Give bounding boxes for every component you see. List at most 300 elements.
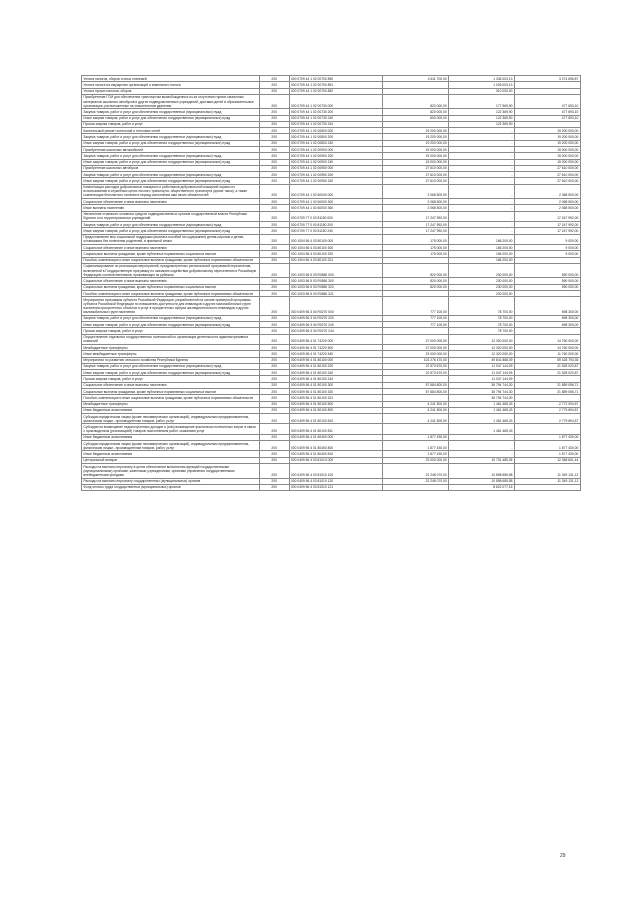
row-unexecuted-cell: 590 000,00 <box>514 278 580 284</box>
table-row <box>82 441 581 451</box>
row-name-cell: Предоставление мер социальной поддержки (выплата пособий на содержание) детям-сиротам и детям, оставшимся без попечения родителей, в приемной семье <box>82 234 260 244</box>
row-kbk-cell: 000 0709 44 1 02 00950 240 <box>289 178 383 184</box>
row-code-cell: 200 <box>259 334 289 344</box>
row-executed-cell: 12 320 000,00 <box>449 334 515 344</box>
row-code-cell: 200 <box>259 115 289 121</box>
row-approved-cell: 777 100,00 <box>383 297 449 316</box>
row-kbk-cell: 000 0709 44 1 02 60000 360 <box>289 205 383 211</box>
table-row <box>82 334 581 344</box>
row-executed-cell: - <box>449 140 515 146</box>
row-code-cell: 200 <box>259 290 289 296</box>
row-approved-cell: 22 573 670,00 <box>383 363 449 369</box>
row-kbk-cell: 000 1003 56 5 03 R0860 320 <box>289 284 383 290</box>
row-kbk-cell: 000 0409 56 3 04 R0270 200 <box>289 315 383 321</box>
row-approved-cell <box>383 424 449 434</box>
table-row <box>82 234 581 244</box>
row-executed-cell: 10 898 685,58 <box>449 478 515 484</box>
row-code-cell: 200 <box>259 464 289 478</box>
row-unexecuted-cell: 15 000 000,00 <box>514 159 580 165</box>
row-unexecuted-cell: 21 889 056,71 <box>514 388 580 394</box>
row-kbk-cell: 000 1004 56 4 03 80100 300 <box>289 245 383 251</box>
row-executed-cell: - <box>449 153 515 159</box>
row-approved-cell: 1 877 430,00 <box>383 441 449 451</box>
row-unexecuted-cell: 2 068 500,00 <box>514 199 580 205</box>
row-code-cell: 200 <box>259 134 289 140</box>
row-code-cell: 200 <box>259 257 289 263</box>
row-unexecuted-cell: 11 349 131,12 <box>514 464 580 478</box>
row-executed-cell: 230 000,00 <box>449 263 515 277</box>
row-name-cell: Иные закупки товаров, работ и услуг для обеспечения государственных (муниципальных) нужд <box>82 159 260 165</box>
row-kbk-cell: 000 0409 56 4 01 80400 800 <box>289 441 383 451</box>
row-code-cell: 200 <box>259 222 289 228</box>
row-approved-cell: 22 248 070,00 <box>383 464 449 478</box>
row-executed-cell: 36 794 744,30 <box>449 388 515 394</box>
row-kbk-cell: 000 0409 56 4 01 80400 000 <box>289 434 383 440</box>
row-executed-cell: 1 336 003,13 <box>449 76 515 82</box>
row-name-cell: Уплата прочих налогов, сборов <box>82 88 260 94</box>
row-code-cell: 200 <box>259 234 289 244</box>
row-unexecuted-cell: 9 000,00 <box>514 245 580 251</box>
row-unexecuted-cell: 21 528 020,87 <box>514 363 580 369</box>
row-name-cell: Социальные выплаты гражданам, кроме публичных нормативных социальных выплат <box>82 388 260 394</box>
row-name-cell: Пособия, компенсации и иные социальные выплаты гражданам, кроме публичных нормативных обязательств <box>82 257 260 263</box>
table-body <box>82 76 581 491</box>
row-executed-cell: 10 701 485,06 <box>449 457 515 463</box>
row-approved-cell: 22 248 070,00 <box>383 478 449 484</box>
row-code-cell: 200 <box>259 457 289 463</box>
row-unexecuted-cell: 17 247 992,00 <box>514 211 580 221</box>
row-executed-cell: - <box>449 222 515 228</box>
row-approved-cell: 17 247 992,00 <box>383 228 449 234</box>
table-row <box>82 464 581 478</box>
row-unexecuted-cell: 2 779 694,57 <box>514 414 580 424</box>
row-unexecuted-cell: 698 300,00 <box>514 322 580 328</box>
row-approved-cell: 777 100,00 <box>383 322 449 328</box>
row-code-cell: 200 <box>259 344 289 350</box>
row-executed-cell: - <box>449 128 515 134</box>
row-name-cell: Иные закупки товаров, работ и услуг для обеспечения государственных (муниципальных) нужд <box>82 178 260 184</box>
row-approved-cell: 820 000,00 <box>383 94 449 108</box>
row-kbk-cell: 000 0709 44 1 02 00730 244 <box>289 121 383 127</box>
row-executed-cell: - <box>449 228 515 234</box>
row-unexecuted-cell: 2 068 500,00 <box>514 205 580 211</box>
row-approved-cell: 19 200 000,00 <box>383 140 449 146</box>
row-code-cell: 200 <box>259 121 289 127</box>
row-kbk-cell: 000 0409 56 4 01 80100 240 <box>289 370 383 376</box>
row-name-cell: Приобретение ГСМ для обеспечения транспортом высвобожденных из-за отсутствия горюче-смазочных материалов школьных автобусов и других подведомственных учреждений; доставки детей в образовательные организации, расположенные на значительном удалении <box>82 94 260 108</box>
row-kbk-cell: 000 0409 56 4 01 80100 800 <box>289 407 383 413</box>
row-name-cell: Приобретение школьных автомобилей <box>82 147 260 153</box>
row-code-cell: 200 <box>259 228 289 234</box>
row-code-cell: 200 <box>259 109 289 115</box>
row-kbk-cell: 000 1004 56 4 03 80100 321 <box>289 257 383 263</box>
row-approved-cell: 17 247 992,00 <box>383 222 449 228</box>
row-kbk-cell: 000 0709 44 1 02 00730 240 <box>289 115 383 121</box>
row-code-cell: 200 <box>259 205 289 211</box>
row-approved-cell: 175 000,00 <box>383 245 449 251</box>
row-name-cell: Иные закупки товаров, работ и услуг для обеспечения государственных (муниципальных) нужд <box>82 322 260 328</box>
row-executed-cell: 36 794 744,30 <box>449 395 515 401</box>
row-name-cell: Расходы на выплаты персоналу в целях обеспечения выполнения функций государственными (муниципальными) органами, казенными учреждениями, органами управления государственными внебюджетными фондами <box>82 464 260 478</box>
row-executed-cell: 166 200,00 <box>449 251 515 257</box>
row-name-cell: Иные межбюджетные трансферты <box>82 351 260 357</box>
row-kbk-cell: 000 0709 44 1 02 00950 000 <box>289 165 383 171</box>
row-kbk-cell: 000 0409 56 4 01 80100 244 <box>289 376 383 382</box>
row-code-cell: 200 <box>259 424 289 434</box>
row-executed-cell: - <box>449 441 515 451</box>
row-executed-cell: 11 047 144,09 <box>449 376 515 382</box>
row-approved-cell: 57 684 800,00 <box>383 382 449 388</box>
row-name-cell: Социальные выплаты гражданам, кроме публичных нормативных социальных выплат <box>82 284 260 290</box>
row-executed-cell: 11 047 144,09 <box>449 363 515 369</box>
row-code-cell: 200 <box>259 451 289 457</box>
row-unexecuted-cell: 12 368 801,44 <box>514 457 580 463</box>
row-name-cell: Социальное обеспечение и иные выплаты населению <box>82 382 260 388</box>
row-name-cell: Увеличение стоимости основных средств подведомственных органов государственной власти Республики Бурятия и их территориальных учреждений <box>82 211 260 221</box>
row-name-cell: Мероприятия программы субъекта Российской Федерации, разработанной на основе примерной программы субъекта Российской Федерации по повышению доступности для инвалидов и других маломобильных групп населения приоритетных объектов и услуг в приоритетных сферах жизнедеятельности инвалидов и других маломобильных групп населения <box>82 297 260 316</box>
row-unexecuted-cell: 590 000,00 <box>514 284 580 290</box>
table-row <box>82 211 581 221</box>
row-executed-cell: 1 461 465,43 <box>449 424 515 434</box>
row-unexecuted-cell: 27 610 000,00 <box>514 165 580 171</box>
row-code-cell: 200 <box>259 284 289 290</box>
row-approved-cell: 4 241 500,00 <box>383 414 449 424</box>
row-name-cell: Межбюджетные трансферты <box>82 344 260 350</box>
row-code-cell: 200 <box>259 297 289 316</box>
row-approved-cell: 820 000,00 <box>383 278 449 284</box>
row-approved-cell: 2 068 500,00 <box>383 199 449 205</box>
row-executed-cell: 310 000,00 <box>449 88 515 94</box>
row-kbk-cell: 000 0709 44 1 02 00900 240 <box>289 159 383 165</box>
table-row <box>82 424 581 434</box>
row-executed-cell: - <box>449 205 515 211</box>
row-code-cell: 200 <box>259 278 289 284</box>
row-kbk-cell: 000 1004 56 4 03 80100 000 <box>289 234 383 244</box>
row-kbk-cell: 000 0409 56 4 01 80100 811 <box>289 424 383 434</box>
row-name-cell: Иные закупки товаров, работ и услуг для обеспечения государственных (муниципальных) нужд <box>82 370 260 376</box>
row-approved-cell: 4 241 500,00 <box>383 401 449 407</box>
row-approved-cell: 17 247 992,00 <box>383 211 449 221</box>
row-unexecuted-cell: 1 877 430,00 <box>514 451 580 457</box>
row-name-cell: Мероприятия по развитию сельского хозяйства Республики Бурятия <box>82 357 260 363</box>
row-unexecuted-cell: 2 068 500,00 <box>514 184 580 198</box>
row-approved-cell: 600 000,00 <box>383 115 449 121</box>
row-approved-cell: 175 000,00 <box>383 251 449 257</box>
table-row <box>82 94 581 108</box>
row-code-cell: 200 <box>259 263 289 277</box>
row-approved-cell: 23 000 000,00 <box>383 351 449 357</box>
row-code-cell: 200 <box>259 76 289 82</box>
row-unexecuted-cell: 19 200 000,00 <box>514 128 580 134</box>
row-unexecuted-cell: 1 877 430,00 <box>514 434 580 440</box>
row-executed-cell: 122 369,90 <box>449 121 515 127</box>
row-kbk-cell: 000 0409 56 4 01 80100 810 <box>289 414 383 424</box>
row-kbk-cell: 000 0409 56 4 01 74220 500 <box>289 344 383 350</box>
row-code-cell: 200 <box>259 199 289 205</box>
table-row <box>82 297 581 316</box>
row-code-cell: 200 <box>259 315 289 321</box>
row-kbk-cell: 000 0709 44 1 02 00700 850 <box>289 76 383 82</box>
row-unexecuted-cell <box>514 484 580 490</box>
row-executed-cell: 122 369,90 <box>449 109 515 115</box>
row-name-cell: Уплата налога на имущество организаций и земельного налога <box>82 82 260 88</box>
row-kbk-cell: 000 0409 56 4 01 80100 200 <box>289 363 383 369</box>
row-code-cell: 200 <box>259 159 289 165</box>
row-kbk-cell: 000 0409 56 4 03 81010 100 <box>289 464 383 478</box>
row-executed-cell: 166 200,00 <box>449 234 515 244</box>
row-executed-cell: 78 700,00 <box>449 315 515 321</box>
row-kbk-cell: 000 0709 44 1 02 60000 000 <box>289 184 383 198</box>
row-unexecuted-cell: 1 877 430,00 <box>514 441 580 451</box>
row-executed-cell: 12 320 000,00 <box>449 344 515 350</box>
row-name-cell: Закупка товаров, работ и услуг для обеспечения государственных (муниципальных) нужд <box>82 172 260 178</box>
row-code-cell: 200 <box>259 434 289 440</box>
row-executed-cell: 1 461 465,43 <box>449 401 515 407</box>
row-kbk-cell: 000 0409 56 4 03 81010 120 <box>289 478 383 484</box>
row-name-cell: Прочая закупка товаров, работ и услуг <box>82 121 260 127</box>
row-approved-cell: 23 000 000,00 <box>383 457 449 463</box>
row-approved-cell: 19 200 000,00 <box>383 128 449 134</box>
row-unexecuted-cell: 590 000,00 <box>514 263 580 277</box>
row-name-cell: Социальное обеспечение и иные выплаты населению <box>82 199 260 205</box>
row-name-cell: Закупка товаров, работ и услуг для обеспечения государственных (муниципальных) нужд <box>82 363 260 369</box>
row-unexecuted-cell: 477 693,10 <box>514 115 580 121</box>
row-unexecuted-cell: 11 760 000,00 <box>514 351 580 357</box>
row-approved-cell: 777 100,00 <box>383 315 449 321</box>
row-approved-cell: 820 000,00 <box>383 263 449 277</box>
row-name-cell: Закупка товаров, работ и услуг для обеспечения государственных (муниципальных) нужд <box>82 315 260 321</box>
row-approved-cell: 820 000,00 <box>383 284 449 290</box>
row-executed-cell: 49 841 888,39 <box>449 357 515 363</box>
row-executed-cell: 78 700,00 <box>449 328 515 334</box>
row-approved-cell: 4 611 700,00 <box>383 76 449 82</box>
row-name-cell: Иные закупки товаров, работ и услуг для обеспечения государственных (муниципальных) нужд <box>82 140 260 146</box>
row-code-cell: 200 <box>259 178 289 184</box>
row-executed-cell: - <box>449 211 515 221</box>
row-name-cell: Пособия, компенсации и иные социальные выплаты гражданам, кроме публичных нормативных обязательств <box>82 395 260 401</box>
row-code-cell: 200 <box>259 172 289 178</box>
table-row <box>82 484 581 490</box>
row-code-cell: 200 <box>259 376 289 382</box>
row-code-cell: 200 <box>259 140 289 146</box>
row-approved-cell: 2 068 500,00 <box>383 205 449 211</box>
table-row <box>82 184 581 198</box>
row-unexecuted-cell: 21 528 020,87 <box>514 370 580 376</box>
row-code-cell: 200 <box>259 153 289 159</box>
row-kbk-cell: 000 0709 77 0 00 81150 000 <box>289 211 383 221</box>
row-unexecuted-cell: 27 610 000,00 <box>514 172 580 178</box>
row-executed-cell: 11 047 144,09 <box>449 370 515 376</box>
row-kbk-cell: 000 0709 44 1 02 00700 851 <box>289 82 383 88</box>
row-code-cell: 200 <box>259 88 289 94</box>
row-approved-cell: 22 573 670,00 <box>383 370 449 376</box>
row-kbk-cell: 000 0409 56 4 01 80100 000 <box>289 357 383 363</box>
row-code-cell: 200 <box>259 322 289 328</box>
row-name-cell: Субсидии на возмещение недополученных доходов и (или) возмещение фактически понесенных затрат в связи с производством (реализацией) товаров, выполнением работ, оказанием услуг <box>82 424 260 434</box>
row-kbk-cell: 000 0409 56 3 04 R0270 244 <box>289 328 383 334</box>
row-kbk-cell: 000 0709 44 1 02 00700 852 <box>289 88 383 94</box>
row-code-cell: 200 <box>259 388 289 394</box>
row-kbk-cell: 000 0409 56 4 03 81010 121 <box>289 484 383 490</box>
row-executed-cell: 177 969,90 <box>449 94 515 108</box>
row-name-cell: Пособия, компенсации и иные социальные выплаты гражданам, кроме публичных нормативных обязательств <box>82 290 260 296</box>
row-approved-cell: 820 000,00 <box>383 109 449 115</box>
row-executed-cell: - <box>449 199 515 205</box>
row-kbk-cell: 000 0409 56 4 01 80400 810 <box>289 451 383 457</box>
row-code-cell: 200 <box>259 407 289 413</box>
row-executed-cell: 8 622 077,15 <box>449 484 515 490</box>
table-row <box>82 414 581 424</box>
row-approved-cell: 15 000 000,00 <box>383 153 449 159</box>
row-executed-cell: 10 898 685,58 <box>449 464 515 478</box>
row-executed-cell: 230 000,00 <box>449 284 515 290</box>
row-kbk-cell: 000 0409 56 4 01 74220 000 <box>289 334 383 344</box>
row-code-cell: 200 <box>259 414 289 424</box>
row-kbk-cell: 000 0709 44 1 02 00800 000 <box>289 128 383 134</box>
row-executed-cell: 36 794 744,30 <box>449 382 515 388</box>
row-name-cell: Прочая закупка товаров, работ и услуг <box>82 376 260 382</box>
row-unexecuted-cell: 3 274 696,87 <box>514 76 580 82</box>
row-unexecuted-cell: 11 349 131,12 <box>514 478 580 484</box>
row-name-cell: Иные бюджетные ассигнования <box>82 434 260 440</box>
row-name-cell: Уплата налогов, сборов и иных платежей <box>82 76 260 82</box>
row-approved-cell: 175 000,00 <box>383 234 449 244</box>
row-name-cell: Социальное обеспечение и иные выплаты населению <box>82 278 260 284</box>
row-kbk-cell: 000 0709 77 0 00 81150 200 <box>289 222 383 228</box>
row-name-cell: Межбюджетные трансферты <box>82 401 260 407</box>
row-kbk-cell: 000 1003 56 5 03 R0860 000 <box>289 263 383 277</box>
row-executed-cell: - <box>449 147 515 153</box>
row-unexecuted-cell: 2 779 694,57 <box>514 407 580 413</box>
row-name-cell: Приобретение школьных автобусов <box>82 165 260 171</box>
row-kbk-cell: 000 0709 44 1 02 00800 200 <box>289 134 383 140</box>
row-approved-cell <box>383 484 449 490</box>
row-code-cell: 200 <box>259 165 289 171</box>
row-name-cell: Софинансирование по реализации мероприятий, предусмотренных региональной программой переселения, включенной в Государственную программу по оказанию содействия добровольному переселению в Российскую Федерацию соотечественников, проживающих за рубежом <box>82 263 260 277</box>
row-code-cell: 200 <box>259 128 289 134</box>
row-code-cell: 200 <box>259 328 289 334</box>
row-approved-cell: 4 241 500,00 <box>383 407 449 413</box>
row-executed-cell: - <box>449 451 515 457</box>
row-code-cell: 200 <box>259 184 289 198</box>
row-unexecuted-cell: 19 200 000,00 <box>514 140 580 146</box>
row-name-cell: Закупка товаров, работ и услуг для обеспечения государственных (муниципальных) нужд <box>82 153 260 159</box>
row-executed-cell: 230 000,00 <box>449 290 515 296</box>
row-unexecuted-cell: 17 247 992,00 <box>514 228 580 234</box>
row-kbk-cell: 000 0409 56 4 01 80100 321 <box>289 395 383 401</box>
row-name-cell: Прочая закупка товаров, работ и услуг <box>82 328 260 334</box>
row-executed-cell: 122 369,90 <box>449 115 515 121</box>
row-unexecuted-cell: 477 693,10 <box>514 109 580 115</box>
row-kbk-cell: 000 0709 44 1 02 00800 240 <box>289 140 383 146</box>
row-code-cell: 200 <box>259 370 289 376</box>
row-code-cell: 200 <box>259 363 289 369</box>
row-executed-cell: 230 000,00 <box>449 278 515 284</box>
row-unexecuted-cell: 15 000 000,00 <box>514 147 580 153</box>
row-executed-cell: - <box>449 434 515 440</box>
row-code-cell: 200 <box>259 401 289 407</box>
row-executed-cell: 1 026 003,13 <box>449 82 515 88</box>
row-unexecuted-cell: 21 889 056,71 <box>514 382 580 388</box>
row-name-cell: Закупка товаров, работ и услуг для обеспечения государственных (муниципальных) нужд <box>82 134 260 140</box>
row-code-cell: 200 <box>259 82 289 88</box>
row-unexecuted-cell: 14 760 000,00 <box>514 344 580 350</box>
row-name-cell: Иные бюджетные ассигнования <box>82 407 260 413</box>
row-approved-cell: 1 877 430,00 <box>383 451 449 457</box>
row-unexecuted-cell: 15 000 000,00 <box>514 153 580 159</box>
row-executed-cell: - <box>449 134 515 140</box>
row-executed-cell: - <box>449 184 515 198</box>
row-name-cell: Субсидии юридическим лицам (кроме некоммерческих организаций), индивидуальным предпринимателям, физическим лицам - производителям товаров, работ, услуг <box>82 441 260 451</box>
row-executed-cell: 1 461 465,43 <box>449 407 515 413</box>
row-unexecuted-cell: 14 760 000,00 <box>514 334 580 344</box>
row-name-cell: Социальные выплаты гражданам, кроме публичных нормативных социальных выплат <box>82 251 260 257</box>
row-approved-cell: 15 000 000,00 <box>383 147 449 153</box>
page-number: 29 <box>560 853 566 859</box>
row-unexecuted-cell: 698 300,00 <box>514 315 580 321</box>
row-executed-cell: - <box>449 159 515 165</box>
row-kbk-cell: 000 0709 44 1 02 00900 000 <box>289 147 383 153</box>
row-approved-cell: 1 877 430,00 <box>383 434 449 440</box>
row-code-cell: 200 <box>259 351 289 357</box>
row-executed-cell: 1 461 465,43 <box>449 414 515 424</box>
row-name-cell: Иные выплаты населению <box>82 205 260 211</box>
row-code-cell: 200 <box>259 251 289 257</box>
row-name-cell: Расходы на выплаты персоналу государственных (муниципальных) органов <box>82 478 260 484</box>
row-unexecuted-cell: 698 300,00 <box>514 297 580 316</box>
row-executed-cell: 166 200,00 <box>449 245 515 251</box>
row-executed-cell: - <box>449 172 515 178</box>
row-code-cell: 200 <box>259 441 289 451</box>
row-kbk-cell: 000 0409 56 3 04 R0270 000 <box>289 297 383 316</box>
row-unexecuted-cell: 27 610 000,00 <box>514 178 580 184</box>
row-kbk-cell: 000 0709 44 1 02 00730 200 <box>289 109 383 115</box>
row-name-cell: Иные бюджетные ассигнования <box>82 451 260 457</box>
row-code-cell: 200 <box>259 357 289 363</box>
row-unexecuted-cell <box>514 424 580 434</box>
row-name-cell: Закупка товаров, работ и услуг для обеспечения государственных (муниципальных) нужд <box>82 222 260 228</box>
row-kbk-cell: 000 0709 44 1 02 00900 200 <box>289 153 383 159</box>
row-kbk-cell: 000 0409 56 4 03 81010 000 <box>289 457 383 463</box>
row-kbk-cell: 000 0709 44 1 02 00730 000 <box>289 94 383 108</box>
row-approved-cell: 57 684 800,00 <box>383 388 449 394</box>
row-kbk-cell: 000 1003 56 5 03 R0860 300 <box>289 278 383 284</box>
row-kbk-cell: 000 1004 56 4 03 80100 320 <box>289 251 383 257</box>
row-code-cell: 200 <box>259 484 289 490</box>
row-kbk-cell: 000 0709 44 1 02 60000 300 <box>289 199 383 205</box>
row-approved-cell: 27 610 000,00 <box>383 172 449 178</box>
row-kbk-cell: 000 0409 56 3 04 R0270 240 <box>289 322 383 328</box>
row-executed-cell: - <box>449 178 515 184</box>
row-code-cell: 200 <box>259 478 289 484</box>
row-approved-cell: 19 200 000,00 <box>383 134 449 140</box>
row-unexecuted-cell: 19 200 000,00 <box>514 134 580 140</box>
row-unexecuted-cell: 477 693,10 <box>514 94 580 108</box>
row-code-cell: 200 <box>259 245 289 251</box>
row-code-cell: 200 <box>259 382 289 388</box>
row-kbk-cell: 000 0409 56 4 01 80100 300 <box>289 382 383 388</box>
row-executed-cell: 12 320 000,00 <box>449 351 515 357</box>
row-approved-cell: 27 610 000,00 <box>383 165 449 171</box>
row-name-cell: Капитальный ремонт котельной и тепловых сетей <box>82 128 260 134</box>
row-name-cell: Фонд оплаты труда государственных (муниципальных) органов <box>82 484 260 490</box>
row-approved-cell: 102 276 470,00 <box>383 357 449 363</box>
row-code-cell: 200 <box>259 211 289 221</box>
row-unexecuted-cell: 69 428 793,35 <box>514 357 580 363</box>
row-kbk-cell: 000 0709 44 1 02 00950 200 <box>289 172 383 178</box>
row-unexecuted-cell: 9 000,00 <box>514 234 580 244</box>
row-kbk-cell: 000 0409 56 4 01 74220 540 <box>289 351 383 357</box>
